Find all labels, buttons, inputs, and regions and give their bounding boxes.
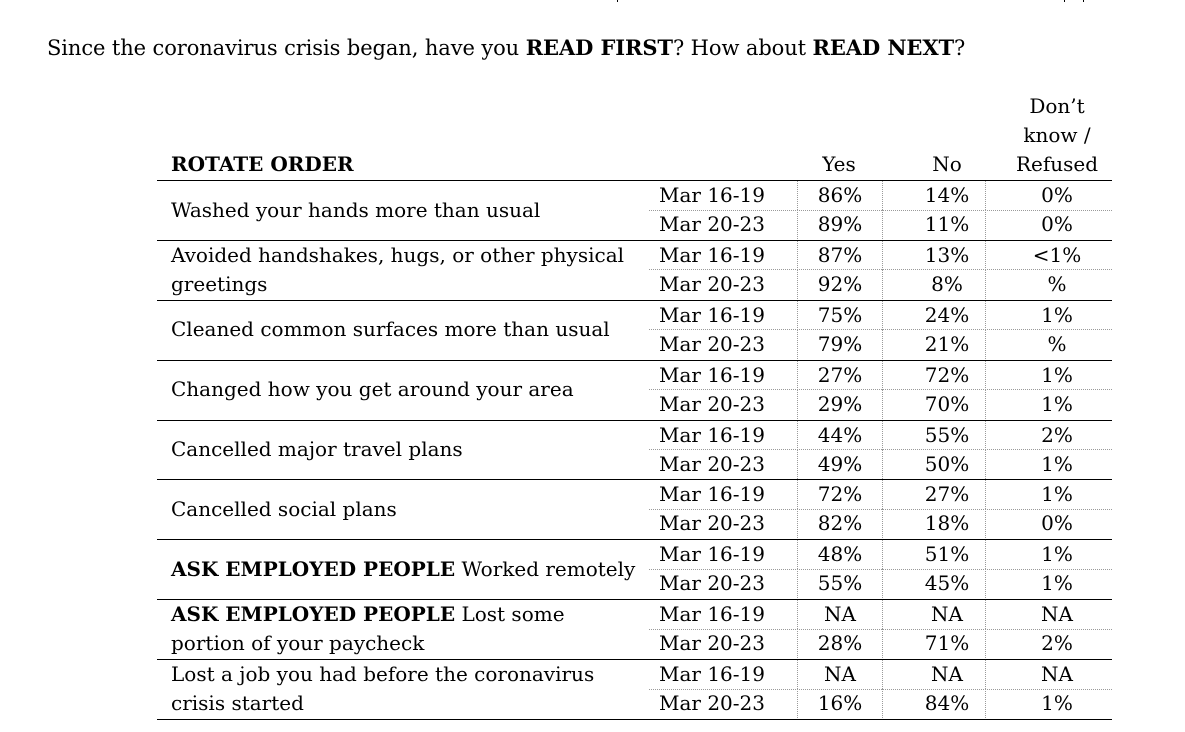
value-no: 71% (909, 629, 986, 658)
wave-date: Mar 16-19 (659, 183, 765, 207)
value-dont-know: 1% (1041, 302, 1073, 327)
value-no: 18% (909, 509, 986, 538)
wave-divider (649, 449, 1112, 450)
wave-date: Mar 16-19 (659, 362, 765, 387)
value-no: 14% (909, 181, 986, 210)
value-no: 11% (909, 210, 986, 239)
value-no: 45% (909, 569, 986, 598)
wave-divider (649, 509, 1112, 510)
row-item-name: Worked remotely (455, 556, 636, 581)
results-table (157, 181, 1112, 720)
value-yes: 27% (797, 361, 883, 390)
wave-date: Mar 16-19 (659, 482, 765, 507)
row-item-name: Washed your hands more than usual (171, 197, 541, 222)
table-row (157, 480, 1112, 540)
clipped-previous-content (0, 0, 1185, 6)
row-item-label (171, 421, 641, 479)
wave-date: Mar 16-19 (659, 602, 765, 627)
value-no: 70% (909, 390, 986, 419)
wave-divider (649, 210, 1112, 211)
value-dont-know: 0% (1041, 511, 1073, 536)
value-yes: 29% (797, 390, 883, 419)
wave-date: Mar 20-23 (659, 691, 765, 716)
wave-date: Mar 16-19 (659, 542, 765, 567)
question-prefix: Since the coronavirus crisis began, have you (47, 36, 526, 60)
wave-row (647, 241, 1112, 270)
row-item-name: Cleaned common surfaces more than usual (171, 317, 610, 342)
row-item-label (171, 361, 641, 419)
wave-date: Mar 16-19 (659, 662, 765, 687)
row-item-label (171, 480, 641, 538)
value-yes: 75% (797, 301, 883, 330)
value-yes: 89% (797, 210, 883, 239)
table-row (157, 660, 1112, 720)
clipped-mark (617, 0, 622, 2)
wave-date: Mar 20-23 (659, 511, 765, 536)
row-item-name: Avoided handshakes, hugs, or other physical greetings (171, 242, 625, 296)
value-dont-know: 1% (1041, 391, 1073, 416)
row-item-name: Cancelled major travel plans (171, 437, 463, 462)
row-instruction: ASK EMPLOYED PEOPLE (171, 602, 456, 627)
value-dont-know: 1% (1041, 571, 1073, 596)
wave-date: Mar 20-23 (659, 331, 765, 356)
wave-divider (649, 269, 1112, 270)
wave-row (647, 361, 1112, 390)
table-row (157, 241, 1112, 301)
wave-row (647, 450, 1112, 479)
wave-divider (649, 569, 1112, 570)
question-mid: ? How about (672, 36, 813, 60)
value-no: 27% (909, 480, 986, 509)
table-row (157, 421, 1112, 481)
header-dont-know-line3: Refused (1015, 152, 1099, 176)
question-text (47, 35, 965, 60)
value-no: 21% (909, 330, 986, 359)
wave-date: Mar 20-23 (659, 631, 765, 656)
row-item-text (171, 435, 463, 464)
value-yes: 28% (797, 629, 883, 658)
row-item-text (171, 315, 610, 344)
wave-row (647, 600, 1112, 629)
header-dont-know-line1: Don’t (1029, 94, 1085, 118)
row-item-label (171, 660, 641, 718)
row-item-label (171, 181, 641, 239)
header-yes: Yes (822, 152, 856, 176)
wave-date: Mar 16-19 (659, 422, 765, 447)
value-dont-know: % (1047, 331, 1067, 356)
value-no: 50% (909, 450, 986, 479)
value-no: 13% (909, 241, 986, 270)
wave-divider (649, 629, 1112, 630)
value-yes: 86% (797, 181, 883, 210)
value-dont-know: 2% (1041, 631, 1073, 656)
row-item-text (171, 495, 397, 524)
wave-row (647, 181, 1112, 210)
row-item-name: Cancelled social plans (171, 496, 397, 521)
value-yes: 16% (797, 689, 883, 718)
value-yes: NA (797, 660, 883, 689)
row-instruction: ASK EMPLOYED PEOPLE (171, 556, 456, 581)
value-yes: 87% (797, 241, 883, 270)
table-row (157, 181, 1112, 241)
wave-date: Mar 16-19 (659, 302, 765, 327)
table-row (157, 361, 1112, 421)
header-dont-know (1005, 92, 1109, 179)
wave-row (647, 629, 1112, 658)
row-item-text (171, 600, 641, 658)
value-dont-know: <1% (1032, 242, 1082, 267)
wave-divider (649, 389, 1112, 390)
wave-row (647, 509, 1112, 538)
value-dont-know: 1% (1041, 451, 1073, 476)
wave-row (647, 421, 1112, 450)
wave-date: Mar 20-23 (659, 571, 765, 596)
value-dont-know: 1% (1041, 482, 1073, 507)
value-dont-know: 1% (1041, 362, 1073, 387)
value-no: 84% (909, 689, 986, 718)
row-item-text (171, 555, 635, 584)
row-item-name: Changed how you get around your area (171, 377, 574, 402)
value-yes: 79% (797, 330, 883, 359)
value-dont-know: NA (1041, 602, 1073, 627)
row-item-label (171, 600, 641, 658)
value-dont-know: 0% (1041, 183, 1073, 207)
row-item-label (171, 241, 641, 299)
value-dont-know: 0% (1041, 212, 1073, 236)
wave-date: Mar 20-23 (659, 451, 765, 476)
wave-date: Mar 16-19 (659, 242, 765, 267)
clipped-mark (1083, 0, 1088, 2)
value-yes: 55% (797, 569, 883, 598)
wave-date: Mar 20-23 (659, 212, 765, 236)
row-item-name: Lost some portion of your paycheck (171, 602, 565, 656)
value-no: 51% (909, 540, 986, 569)
value-no: NA (909, 600, 986, 629)
header-no: No (932, 152, 962, 176)
wave-row (647, 480, 1112, 509)
table-row (157, 600, 1112, 660)
value-yes: 44% (797, 421, 883, 450)
wave-row (647, 210, 1112, 239)
wave-row (647, 330, 1112, 359)
wave-row (647, 660, 1112, 689)
row-item-text (171, 660, 641, 718)
table-row (157, 540, 1112, 600)
row-item-text (171, 196, 540, 225)
value-no: 24% (909, 301, 986, 330)
value-yes: 72% (797, 480, 883, 509)
value-yes: 48% (797, 540, 883, 569)
value-dont-know: 1% (1041, 691, 1073, 716)
wave-row (647, 569, 1112, 598)
row-item-text (171, 241, 641, 299)
value-dont-know: NA (1041, 662, 1073, 687)
wave-divider (649, 329, 1112, 330)
value-yes: 92% (797, 270, 883, 299)
row-item-text (171, 375, 574, 404)
value-yes: NA (797, 600, 883, 629)
clipped-mark (1064, 0, 1069, 2)
wave-date: Mar 20-23 (659, 391, 765, 416)
rotate-order-label: ROTATE ORDER (171, 152, 354, 176)
value-yes: 82% (797, 509, 883, 538)
value-dont-know: 2% (1041, 422, 1073, 447)
value-no: 55% (909, 421, 986, 450)
question-read-first: READ FIRST (525, 35, 673, 60)
table-header (157, 92, 1112, 180)
question-suffix: ? (954, 36, 966, 60)
question-read-next: READ NEXT (812, 35, 955, 60)
row-item-label (171, 301, 641, 359)
wave-row (647, 540, 1112, 569)
value-yes: 49% (797, 450, 883, 479)
value-no: 72% (909, 361, 986, 390)
row-item-label (171, 540, 641, 598)
wave-date: Mar 20-23 (659, 271, 765, 296)
wave-row (647, 301, 1112, 330)
value-dont-know: % (1047, 271, 1067, 296)
wave-row (647, 270, 1112, 299)
wave-divider (649, 689, 1112, 690)
value-no: 8% (909, 270, 986, 299)
header-dont-know-line2: know / (1023, 123, 1091, 147)
wave-row (647, 390, 1112, 419)
value-dont-know: 1% (1041, 542, 1073, 567)
table-row (157, 301, 1112, 361)
row-item-name: Lost a job you had before the coronavirus crisis started (171, 662, 595, 716)
wave-row (647, 689, 1112, 718)
value-no: NA (909, 660, 986, 689)
